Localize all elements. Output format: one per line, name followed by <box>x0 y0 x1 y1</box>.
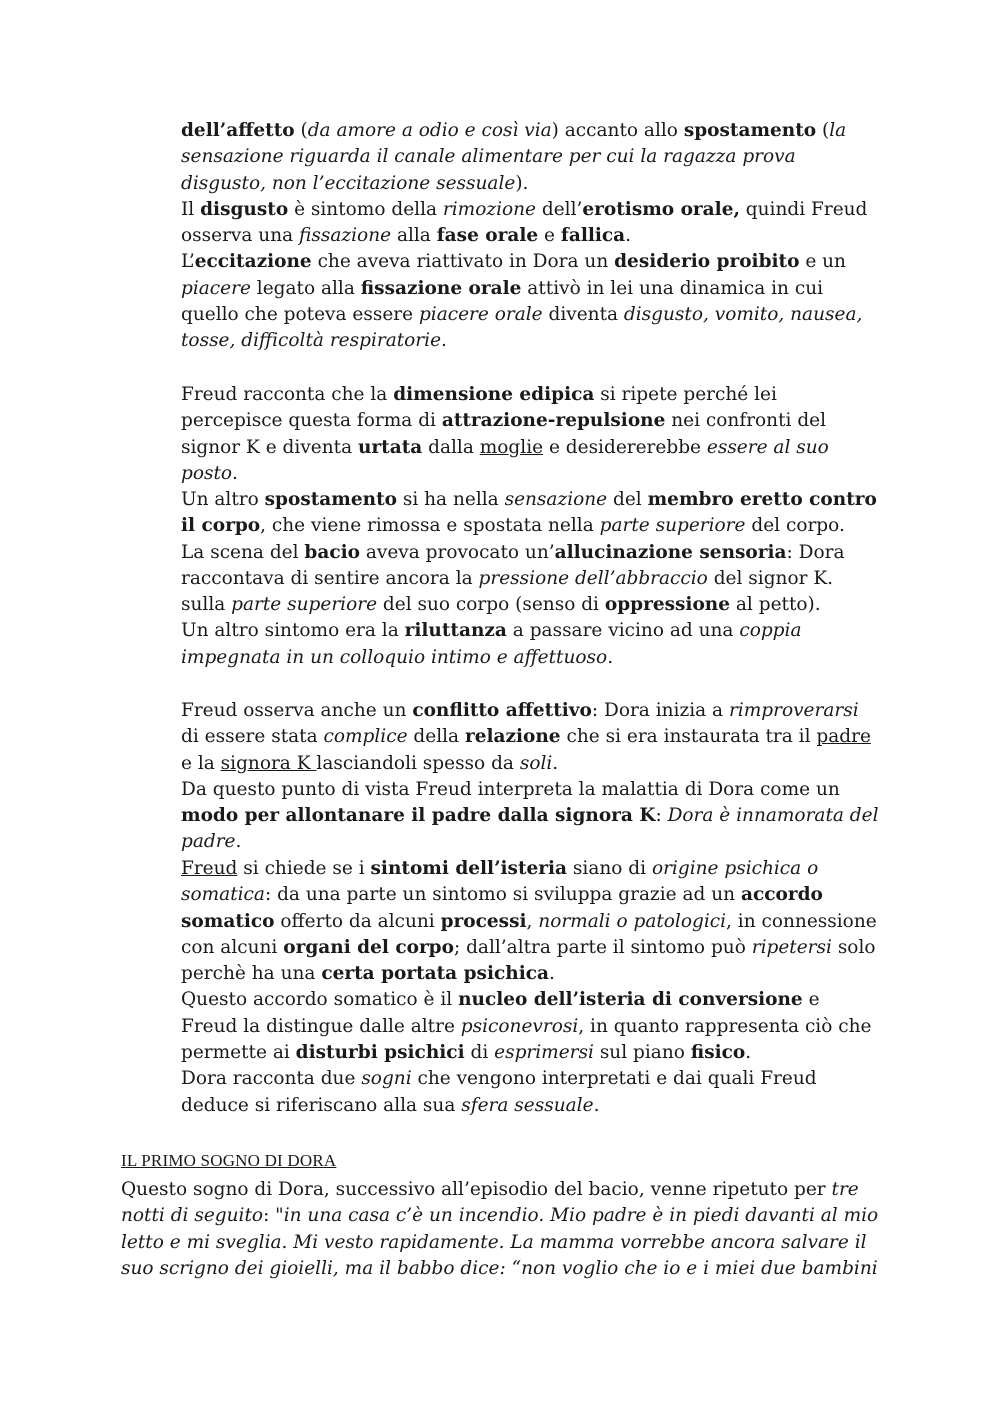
text-run: . <box>593 1094 600 1116</box>
text-run: che aveva riattivato in Dora un <box>311 251 615 273</box>
text-run: siano di <box>567 858 652 879</box>
text-run: del corpo. <box>745 515 845 537</box>
text-run: riluttanza <box>404 620 507 642</box>
text-run: rimproverarsi <box>728 700 859 721</box>
text-run: sintomi dell’isteria <box>370 858 568 879</box>
text-run: quindi Freud osserva una <box>181 198 868 247</box>
text-run: si ripete perché lei percepisce questa forma di <box>181 384 777 432</box>
text-run: da amore a odio e così via <box>307 120 552 141</box>
text-run: dell’affetto <box>181 120 295 141</box>
text-run: sogni <box>361 1068 412 1090</box>
text-run: : Dora inizia a <box>591 700 729 721</box>
text-run: . <box>552 752 559 774</box>
text-run: fallica <box>560 225 626 247</box>
text-run: aveva provocato un’ <box>359 541 555 563</box>
text-block-hysteria <box>181 856 881 1119</box>
text-run: Un altro <box>181 489 265 510</box>
text-run: della <box>407 726 465 748</box>
text-run: diventa <box>542 304 624 326</box>
text-run: di <box>464 1042 495 1064</box>
text-run: desiderio proibito <box>614 251 800 273</box>
text-run: piacere orale <box>418 304 543 326</box>
text-run: . <box>625 225 632 247</box>
text-run: Da questo punto di vista Freud interpreta la malattia di Dora come un <box>181 778 840 800</box>
text-run: ( <box>294 120 308 141</box>
text-run: ) accanto allo <box>551 120 684 141</box>
paragraph <box>181 618 881 671</box>
text-run: è sintomo della <box>288 198 443 220</box>
text-run: fase orale <box>436 225 539 247</box>
text-run: di essere stata <box>181 726 324 748</box>
text-run: membro eretto contro il corpo <box>181 489 877 537</box>
text-run: tre notti di seguito <box>121 1179 859 1227</box>
text-run: sensazione <box>504 489 608 510</box>
text-run: urtata <box>357 436 423 458</box>
text-run: disgusto <box>200 198 289 220</box>
paragraph <box>181 987 881 1066</box>
text-run: . <box>235 831 242 853</box>
text-run: bacio <box>304 541 360 563</box>
text-run: che si era instaurata tra il <box>560 726 817 748</box>
text-run: Freud <box>181 858 238 879</box>
text-run: , che viene rimossa e spostata nella <box>260 515 600 537</box>
text-run: e <box>538 225 561 247</box>
text-run: , in quanto rappresenta ciò che permette ai <box>181 1015 872 1064</box>
text-block-displacement <box>181 487 881 671</box>
text-run: lasciandoli spesso da <box>316 752 520 774</box>
text-run: e desidererebbe <box>543 436 707 458</box>
paragraph <box>121 1177 881 1282</box>
text-run: del signor K. sulla <box>181 567 834 616</box>
text-run: : <box>655 805 668 827</box>
text-block-conflict <box>181 698 881 856</box>
text-run: e un <box>799 251 846 273</box>
paragraph <box>181 698 881 777</box>
text-run: . <box>441 330 447 352</box>
text-run: a passare vicino ad una <box>506 620 740 642</box>
text-run: conflitto affettivo <box>412 700 592 721</box>
text-run: pressione dell’abbraccio <box>478 567 708 589</box>
paragraph <box>181 540 881 619</box>
text-run: coppia impegnata in un colloquio intimo e affettuoso <box>181 620 802 668</box>
text-run: in una casa c’è un incendio. Mio padre è in piedi davanti al mio letto e mi sveglia. Mi vesto rapidamente. La mamma vorrebbe ancora salvare il suo scrigno dei gioielli, ma il babbo dice: “non voglio che io e i miei due bambini <box>121 1205 879 1279</box>
text-run: e la <box>181 752 221 774</box>
text-run: parte superiore <box>599 515 746 537</box>
text-run: fissazione <box>299 225 392 247</box>
text-run: relazione <box>464 726 561 748</box>
text-run: nucleo dell’isteria di conversione <box>458 989 803 1011</box>
text-run: Questo accordo somatico è il <box>181 989 459 1011</box>
text-run: ; dall’altra parte il sintomo può <box>453 936 752 958</box>
text-run: erotismo orale, <box>582 198 740 220</box>
text-run: oppressione <box>604 594 731 616</box>
text-run: moglie <box>479 436 544 458</box>
text-run: del suo corpo (senso di <box>377 594 605 616</box>
text-run: ). <box>515 172 529 194</box>
text-run: L’ <box>181 251 195 273</box>
text-run: ripetersi <box>751 936 832 958</box>
text-run: dell’ <box>536 198 583 220</box>
text-run: legato alla <box>250 277 361 299</box>
text-run: dalla <box>422 436 480 458</box>
text-run: disgusto, vomito, nausea, tosse, difficoltà respiratorie <box>181 304 863 352</box>
text-run: : " <box>263 1205 284 1227</box>
text-run: psiconevrosi <box>460 1015 579 1037</box>
text-block-oedipal <box>181 382 881 487</box>
text-run: la sensazione riguarda il canale alimentare per cui la ragazza prova disgusto, non l’eccitazione sessuale <box>181 120 847 194</box>
text-run: sfera sessuale <box>461 1094 594 1116</box>
text-run: Questo sogno di Dora, successivo all’episodio del bacio, venne ripetuto per <box>121 1179 832 1200</box>
text-run: Dora racconta due <box>181 1068 362 1090</box>
text-run: al petto). <box>730 594 821 616</box>
text-run: eccitazione <box>194 251 312 273</box>
text-run: certa portata psichica <box>321 963 549 985</box>
text-run: soli <box>519 752 553 774</box>
text-run: disturbi psichici <box>295 1042 465 1064</box>
text-run: normali o patologici <box>538 910 727 932</box>
text-block-first-dream <box>121 1177 881 1282</box>
text-run: fisico <box>690 1042 746 1064</box>
text-run: . <box>548 963 555 985</box>
text-run: alla <box>391 225 437 247</box>
text-run: Dora è innamorata del padre <box>181 805 879 853</box>
text-run: rimozione <box>442 198 536 220</box>
text-run: Freud racconta che la <box>181 384 394 405</box>
text-run: che vengono interpretati e dai quali Freud deduce si riferiscano alla sua <box>181 1068 817 1116</box>
text-run: modo per allontanare il padre dalla signora K <box>181 805 656 827</box>
text-run: : Dora raccontava di sentire ancora la <box>181 541 845 589</box>
text-run: . <box>607 646 614 668</box>
text-run: spostamento <box>264 489 397 510</box>
paragraph <box>181 382 881 487</box>
text-run: fissazione orale <box>360 277 522 299</box>
text-run: solo perchè ha una <box>181 936 876 985</box>
paragraph <box>181 197 881 250</box>
text-run: sul piano <box>593 1042 691 1064</box>
paragraph <box>181 487 881 540</box>
text-run: piacere <box>181 277 251 299</box>
text-run: attrazione-repulsione <box>441 410 666 432</box>
text-run: Freud osserva anche un <box>181 700 413 721</box>
text-run: ( <box>816 120 830 141</box>
text-run: signora K <box>220 752 317 774</box>
text-run: attivò in lei una dinamica in cui quello che poteva essere <box>181 277 824 326</box>
paragraph <box>181 118 881 197</box>
text-run: : da una parte un sintomo si sviluppa grazie ad un <box>264 884 741 906</box>
text-run: organi del corpo <box>283 936 454 958</box>
text-run: spostamento <box>683 120 817 141</box>
text-run: allucinazione sensoria <box>554 541 787 563</box>
text-run: processi <box>440 910 527 932</box>
text-run: e Freud la distingue dalle altre <box>181 989 820 1037</box>
text-run: essere al suo posto <box>181 436 829 484</box>
text-run: si ha nella <box>396 489 505 510</box>
text-run: origine psichica o somatica <box>181 858 819 906</box>
paragraph <box>181 777 881 856</box>
text-run: Il <box>181 198 201 220</box>
text-run: parte superiore <box>231 594 378 616</box>
text-run: esprimersi <box>494 1042 594 1064</box>
text-run: nei confronti del signor K e diventa <box>181 410 827 458</box>
text-run: . <box>745 1042 752 1064</box>
section-heading: IL PRIMO SOGNO DI DORA <box>121 1151 337 1170</box>
text-run: complice <box>323 726 408 748</box>
paragraph <box>181 1066 881 1119</box>
text-run: padre <box>816 726 871 748</box>
text-run: dimensione edipica <box>393 384 595 405</box>
text-run: offerto da alcuni <box>274 910 441 932</box>
text-run: , in connessione con alcuni <box>181 910 877 958</box>
text-run: La scena del <box>181 541 305 563</box>
text-run: accordo somatico <box>181 884 823 932</box>
text-run: si chiede se i <box>237 858 371 879</box>
text-block-affect <box>181 118 881 355</box>
text-run: , <box>526 910 539 932</box>
text-run: Un altro sintomo era la <box>181 620 405 642</box>
text-run: . <box>232 462 238 484</box>
text-run: del <box>607 489 648 510</box>
paragraph <box>181 249 881 354</box>
paragraph <box>181 856 881 987</box>
